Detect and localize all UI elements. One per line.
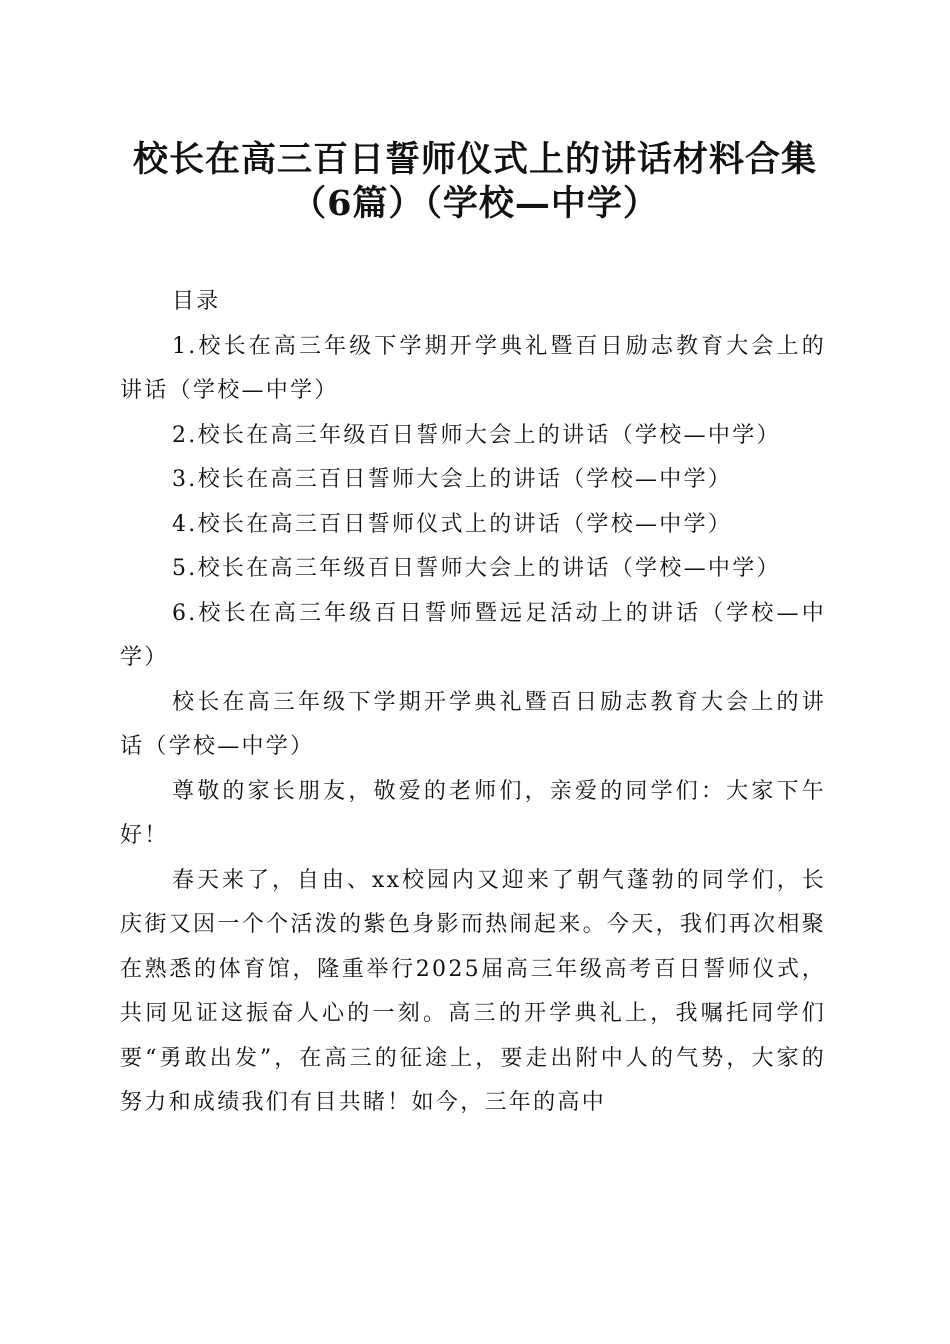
- toc-item-2: 2.校长在高三年级百日誓师大会上的讲话（学校—中学）: [172, 422, 781, 448]
- toc-heading: 目录: [172, 289, 221, 314]
- toc-item-5: 5.校长在高三年级百日誓师大会上的讲话（学校—中学）: [172, 556, 781, 581]
- toc-item-6: 6.校长在高三年级百日誓师暨远足活动上的讲话（学校—中学）: [120, 600, 826, 670]
- body-paragraph: 春天来了，自由、xx校园内又迎来了朝气蓬勃的同学们，长庆街又因一个个活泼的紫色身影而热闹起来。今天，我们再次相聚在熟悉的体育馆，隆重举行2025届高三年级高考百日誓师仪式，共同见证这振奋人心的一刻。高三的开学典礼上，我嘱托同学们要“勇敢出发”，在高三的征途上，要走出附中人的气势，大家的努力和成绩我们有目共睹！如今，三年的高中: [120, 867, 826, 1115]
- document-title-line-1: 校长在高三百日誓师仪式上的讲话材料合集: [132, 139, 817, 180]
- greeting-paragraph: 尊敬的家长朋友，敬爱的老师们，亲爱的同学们：大家下午好！: [120, 778, 826, 848]
- toc-item-3: 3.校长在高三百日誓师大会上的讲话（学校—中学）: [172, 467, 733, 492]
- toc-item-1: 1.校长在高三年级下学期开学典礼暨百日励志教育大会上的讲话（学校—中学）: [120, 333, 826, 403]
- section-title: 校长在高三年级下学期开学典礼暨百日励志教育大会上的讲话（学校—中学）: [120, 689, 826, 759]
- toc-item-4: 4.校长在高三百日誓师仪式上的讲话（学校—中学）: [172, 511, 733, 537]
- document-title-line-2: （6篇）（学校—中学）: [291, 183, 659, 224]
- document-body: [120, 280, 826, 1126]
